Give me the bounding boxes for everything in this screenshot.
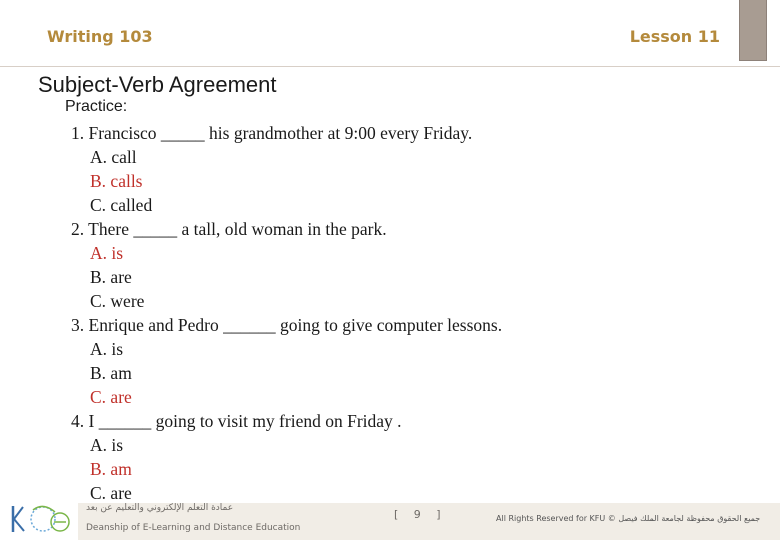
- practice-label: Practice:: [65, 98, 128, 115]
- q3-option-c: C. are: [90, 387, 132, 407]
- deanship-english: Deanship of E-Learning and Distance Education: [86, 523, 301, 533]
- question-3: 3. Enrique and Pedro ______ going to give computer lessons.: [71, 315, 503, 335]
- corner-tab: [739, 0, 767, 61]
- q1-option-c: C. called: [90, 195, 153, 215]
- q4-option-c: C. are: [90, 483, 132, 503]
- course-title: Writing 103: [47, 27, 153, 46]
- page-number: [ 9 ]: [394, 508, 447, 521]
- q4-option-b: B. am: [90, 459, 132, 479]
- q2-option-a: A. is: [90, 243, 124, 263]
- question-2: 2. There _____ a tall, old woman in the park.: [71, 219, 387, 239]
- question-1: 1. Francisco _____ his grandmother at 9:00 every Friday.: [71, 123, 473, 143]
- q4-option-a: A. is: [90, 435, 124, 455]
- question-4: 4. I ______ going to visit my friend on Friday .: [71, 411, 402, 431]
- slide-title: Subject-Verb Agreement: [38, 72, 277, 97]
- q1-option-b: B. calls: [90, 171, 143, 191]
- header-divider: [0, 66, 780, 67]
- deanship-arabic: عمادة التعلم الإلكتروني والتعليم عن بعد: [86, 503, 234, 513]
- q3-option-a: A. is: [90, 339, 124, 359]
- lesson-title: Lesson 11: [629, 27, 720, 46]
- q2-option-b: B. are: [90, 267, 132, 287]
- slide-header: [0, 0, 780, 66]
- rights-notice: All Rights Reserved for KFU © جميع الحقوق محفوظة لجامعة الملك فيصل: [496, 514, 761, 523]
- kfu-logo-icon: [5, 498, 75, 538]
- q3-option-b: B. am: [90, 363, 132, 383]
- q2-option-c: C. were: [90, 291, 145, 311]
- q1-option-a: A. call: [90, 147, 137, 167]
